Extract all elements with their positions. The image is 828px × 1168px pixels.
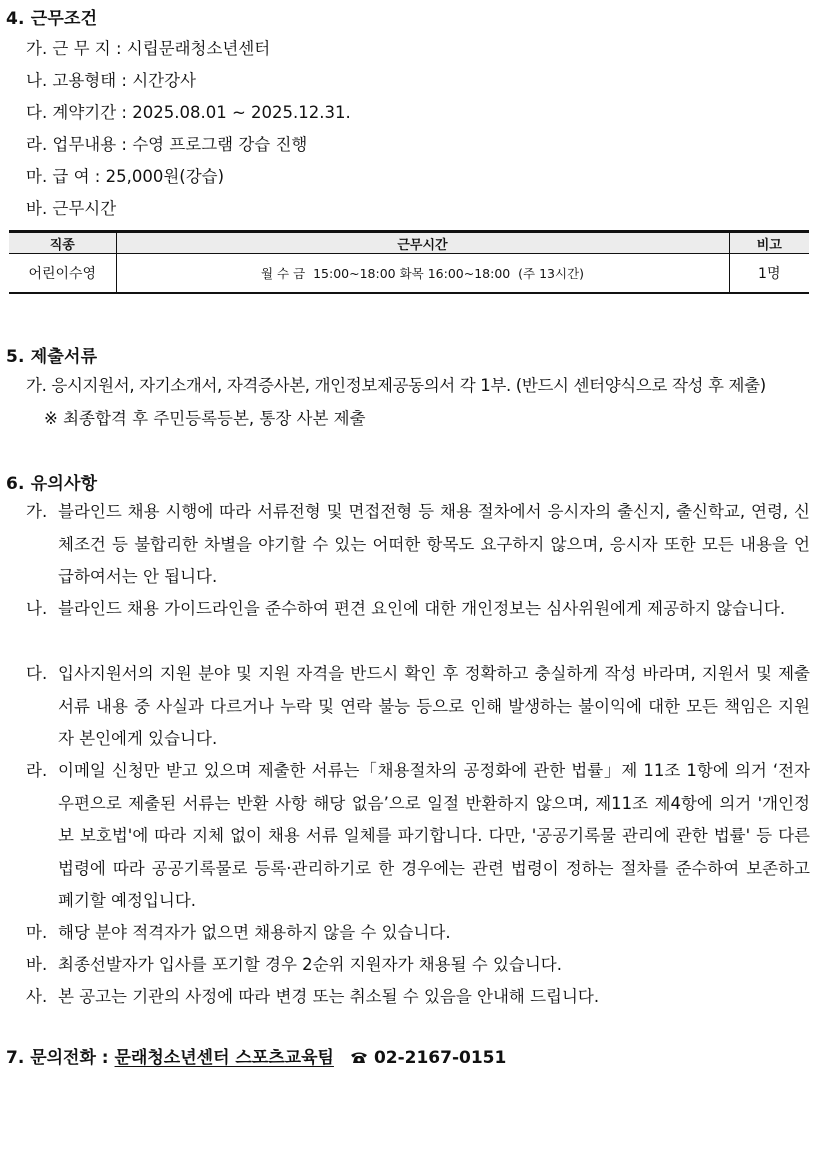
notice-marker: 사. xyxy=(26,987,48,1006)
contact-prefix: 7. 문의전화 : xyxy=(6,1048,115,1068)
notice-marker: 나. xyxy=(26,599,48,618)
contact-phone: 02-2167-0151 xyxy=(373,1048,507,1068)
notice-marker: 마. xyxy=(26,923,48,942)
header-job: 직종 xyxy=(9,232,116,254)
work-location: 가. 근 무 지 : 시립문래청소년센터 xyxy=(26,39,271,58)
contact-org: 문래청소년센터 스포츠교육팀 xyxy=(114,1048,334,1068)
notice-item-sa xyxy=(26,981,810,1014)
notice-text: 최종선발자가 입사를 포기할 경우 2순위 지원자가 채용될 수 있습니다. xyxy=(58,955,562,974)
notice-text: 블라인드 채용 가이드라인을 준수하여 편견 요인에 대한 개인정보는 심사위원에게 제공하지 않습니다. xyxy=(58,599,786,618)
notice-marker: 가. xyxy=(26,502,48,521)
contract-period: 다. 계약기간 : 2025.08.01 ~ 2025.12.31. xyxy=(26,103,351,122)
employment-type: 나. 고용형태 : 시간강사 xyxy=(26,71,196,90)
section-6-title: 6. 유의사항 xyxy=(6,474,98,494)
job-description: 라. 업무내용 : 수영 프로그램 강습 진행 xyxy=(26,135,308,154)
work-hours-label: 바. 근무시간 xyxy=(26,199,117,218)
header-note: 비고 xyxy=(729,232,809,254)
section-5-title: 5. 제출서류 xyxy=(6,347,98,367)
cell-hours: 월 수 금 15:00~18:00 화목 16:00~18:00 (주 13시간) xyxy=(116,254,729,294)
work-schedule-table xyxy=(9,230,809,294)
notice-item-ga xyxy=(26,496,810,594)
salary: 마. 급 여 : 25,000원(강습) xyxy=(26,167,225,186)
notice-item-da xyxy=(26,658,810,756)
section-4-title: 4. 근무조건 xyxy=(6,9,98,29)
notice-item-ma xyxy=(26,917,810,950)
table-header-row xyxy=(9,232,809,254)
contact-line xyxy=(6,1043,506,1069)
notice-marker: 다. xyxy=(26,664,48,683)
final-pass-note: ※ 최종합격 후 주민등록등본, 통장 사본 제출 xyxy=(44,409,366,428)
table-row xyxy=(9,254,809,294)
notice-item-na xyxy=(26,593,810,626)
cell-note: 1명 xyxy=(729,254,809,294)
cell-job: 어린이수영 xyxy=(9,254,116,294)
notice-text: 본 공고는 기관의 사정에 따라 변경 또는 취소될 수 있음을 안내해 드립니다. xyxy=(58,987,600,1006)
notice-item-ba xyxy=(26,949,810,982)
notice-item-ra xyxy=(26,755,810,918)
telephone-icon xyxy=(350,1049,368,1069)
notice-text: 해당 분야 적격자가 없으면 채용하지 않을 수 있습니다. xyxy=(58,923,451,942)
notice-text: 이메일 신청만 받고 있으며 제출한 서류는「채용절차의 공정화에 관한 법률」제 11조 1항에 의거 ‘전자우편으로 제출된 서류는 반환 사항 해당 없음’으로 일절 반환하지 않으며, 제11조 제4항에 의거 '개인정보 보호법'에 따라 지체 없이 채용 서류 일체를 파기합니다. 다만, '공공기록물 관리에 관한 법률' 등 다른 법령에 따라 공공기록물로 등록·관리하기로 한 경우에는 관련 법령이 정하는 절차를 준수하여 보존하고 폐기할 예정입니다. xyxy=(58,761,810,910)
required-documents: 가. 응시지원서, 자기소개서, 자격증사본, 개인정보제공동의서 각 1부. (반드시 센터양식으로 작성 후 제출) xyxy=(26,376,766,395)
header-hours: 근무시간 xyxy=(116,232,729,254)
notice-text: 블라인드 채용 시행에 따라 서류전형 및 면접전형 등 채용 절차에서 응시자의 출신지, 출신학교, 연령, 신체조건 등 불합리한 차별을 야기할 수 있는 어떠한 항목도 요구하지 않으며, 응시자 또한 모든 내용을 언급하여서는 안 됩니다. xyxy=(58,502,810,586)
notice-text: 입사지원서의 지원 분야 및 지원 자격을 반드시 확인 후 정확하고 충실하게 작성 바라며, 지원서 및 제출 서류 내용 중 사실과 다르거나 누락 및 연락 불능 등으로 인해 발생하는 불이익에 대한 모든 책임은 지원자 본인에게 있습니다. xyxy=(58,664,810,748)
notice-marker: 바. xyxy=(26,955,48,974)
notice-marker: 라. xyxy=(26,761,48,780)
